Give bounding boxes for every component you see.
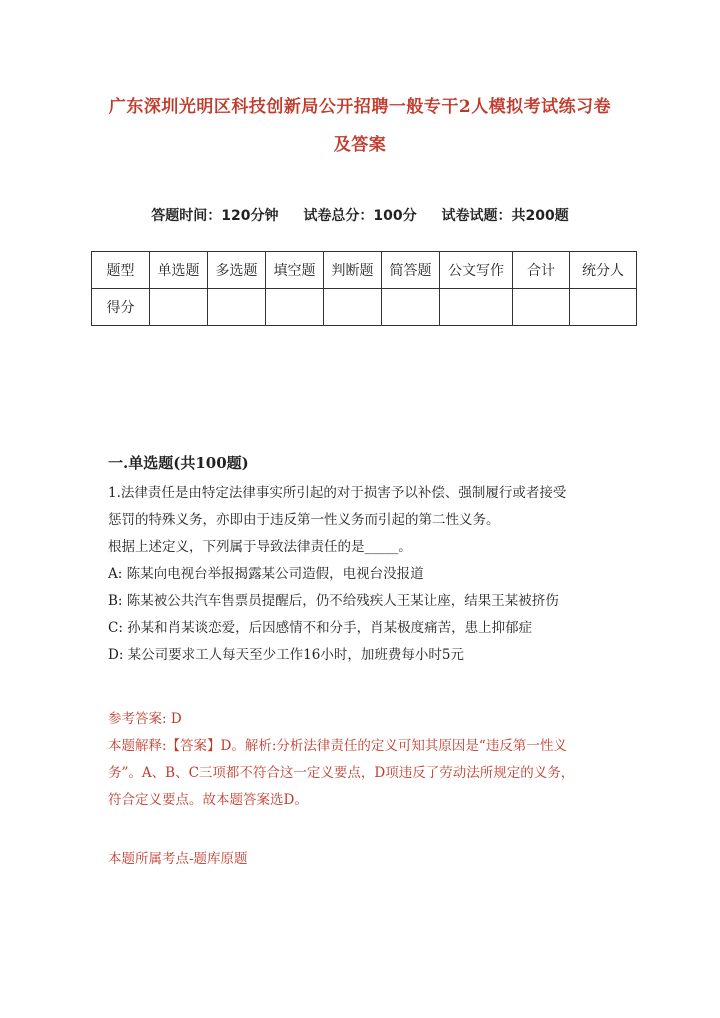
header-cell-single: 单选题 [150,252,208,289]
answer-block [108,706,628,814]
header-cell-scorer: 统分人 [570,252,637,289]
score-table-header-row [92,252,637,289]
header-cell-multi: 多选题 [208,252,266,289]
section-title: 一.单选题(共100题) [108,454,249,472]
question-source: 本题所属考点-题库原题 [108,851,248,867]
score-table [91,251,637,326]
header-cell-writing: 公文写作 [440,252,513,289]
explanation-line: 务”。A、B、C三项都不符合这一定义要点，D项违反了劳动法所规定的义务， [108,765,575,781]
score-cell [266,289,324,326]
option-d: D: 某公司要求工人每天至少工作16小时，加班费每小时5元 [108,647,464,663]
score-row-label: 得分 [92,289,150,326]
exam-meta [0,205,720,225]
score-cell [570,289,637,326]
score-cell [208,289,266,326]
header-cell-fill: 填空题 [266,252,324,289]
header-cell-short: 简答题 [382,252,440,289]
question-stem-line: 1.法律责任是由特定法律事实所引起的对于损害予以补偿、强制履行或者接受 [108,485,567,501]
header-cell-total: 合计 [513,252,570,289]
score-table-score-row [92,289,637,326]
score-cell [382,289,440,326]
reference-answer: 参考答案: D [108,711,182,727]
exam-total-score: 试卷总分：100分 [303,208,417,224]
explanation-line: 本题解释:【答案】D。解析:分析法律责任的定义可知其原因是“违反第一性义 [108,738,567,754]
document-title [90,88,630,164]
score-cell [150,289,208,326]
title-line-2: 及答案 [333,135,387,155]
header-cell-type: 题型 [92,252,150,289]
question-stem-line: 惩罚的特殊义务，亦即由于违反第一性义务而引起的第二性义务。 [108,512,500,528]
score-cell [513,289,570,326]
exam-question-count: 试卷试题：共200题 [441,208,569,224]
question-stem [108,480,628,669]
question-stem-line: 根据上述定义，下列属于导致法律责任的是_____。 [108,539,412,555]
score-cell [324,289,382,326]
option-b: B: 陈某被公共汽车售票员提醒后，仍不给残疾人王某让座，结果王某被挤伤 [108,593,559,609]
option-c: C: 孙某和肖某谈恋爱，后因感情不和分手，肖某极度痛苦，患上抑郁症 [108,620,533,636]
option-a: A: 陈某向电视台举报揭露某公司造假，电视台没报道 [108,566,424,582]
explanation-line: 符合定义要点。故本题答案选D。 [108,792,308,808]
exam-time: 答题时间：120分钟 [151,208,279,224]
header-cell-judge: 判断题 [324,252,382,289]
title-line-1: 广东深圳光明区科技创新局公开招聘一般专干2人模拟考试练习卷 [108,97,612,117]
score-cell [440,289,513,326]
